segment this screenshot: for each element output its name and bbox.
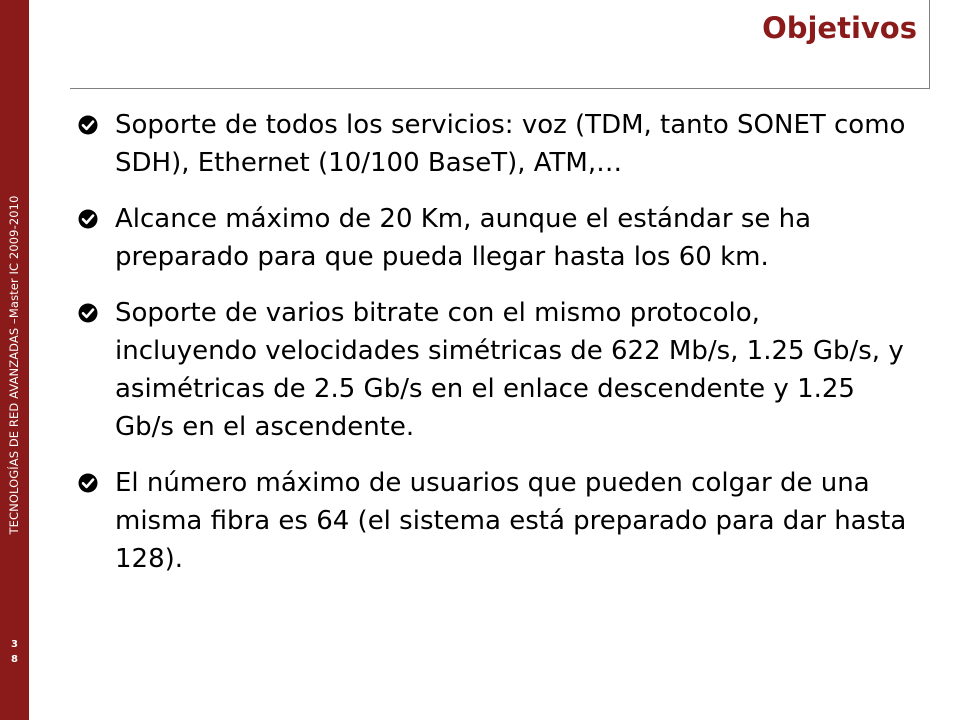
bullet-item xyxy=(78,200,908,276)
bullet-item xyxy=(78,294,908,446)
title-divider-horizontal xyxy=(70,88,930,89)
bullet-text: El número máximo de usuarios que pueden colgar de una misma fibra es 64 (el sistema está preparado para dar hasta 128). xyxy=(115,468,907,574)
bullet-text: Soporte de varios bitrate con el mismo protocolo, incluyendo velocidades simétricas de 622 Mb/s, 1.25 Gb/s, y asimétricas de 2.5 Gb/s en el enlace descendente y 1.25 Gb/s en el ascendente. xyxy=(115,298,904,442)
bullet-text: Soporte de todos los servicios: voz (TDM, tanto SONET como SDH), Ethernet (10/100 BaseT), ATM,… xyxy=(115,110,906,178)
page-number xyxy=(0,637,29,667)
page-number-digit: 8 xyxy=(11,654,18,665)
sidebar-band xyxy=(0,0,29,720)
circle-check-bullet-icon xyxy=(78,209,98,229)
slide-title: Objetivos xyxy=(762,11,917,45)
circle-check-bullet-icon xyxy=(78,473,98,493)
bullet-item xyxy=(78,464,908,578)
course-label: TECNOLOGÍAS DE RED AVANZADAS –Master IC 2009-2010 xyxy=(7,195,21,535)
page-number-digit: 3 xyxy=(11,639,18,650)
bullet-text: Alcance máximo de 20 Km, aunque el estándar se ha preparado para que pueda llegar hasta los 60 km. xyxy=(115,204,812,272)
bullet-list xyxy=(78,106,908,596)
title-divider-vertical xyxy=(929,0,930,88)
bullet-item xyxy=(78,106,908,182)
circle-check-bullet-icon xyxy=(78,115,98,135)
circle-check-bullet-icon xyxy=(78,303,98,323)
